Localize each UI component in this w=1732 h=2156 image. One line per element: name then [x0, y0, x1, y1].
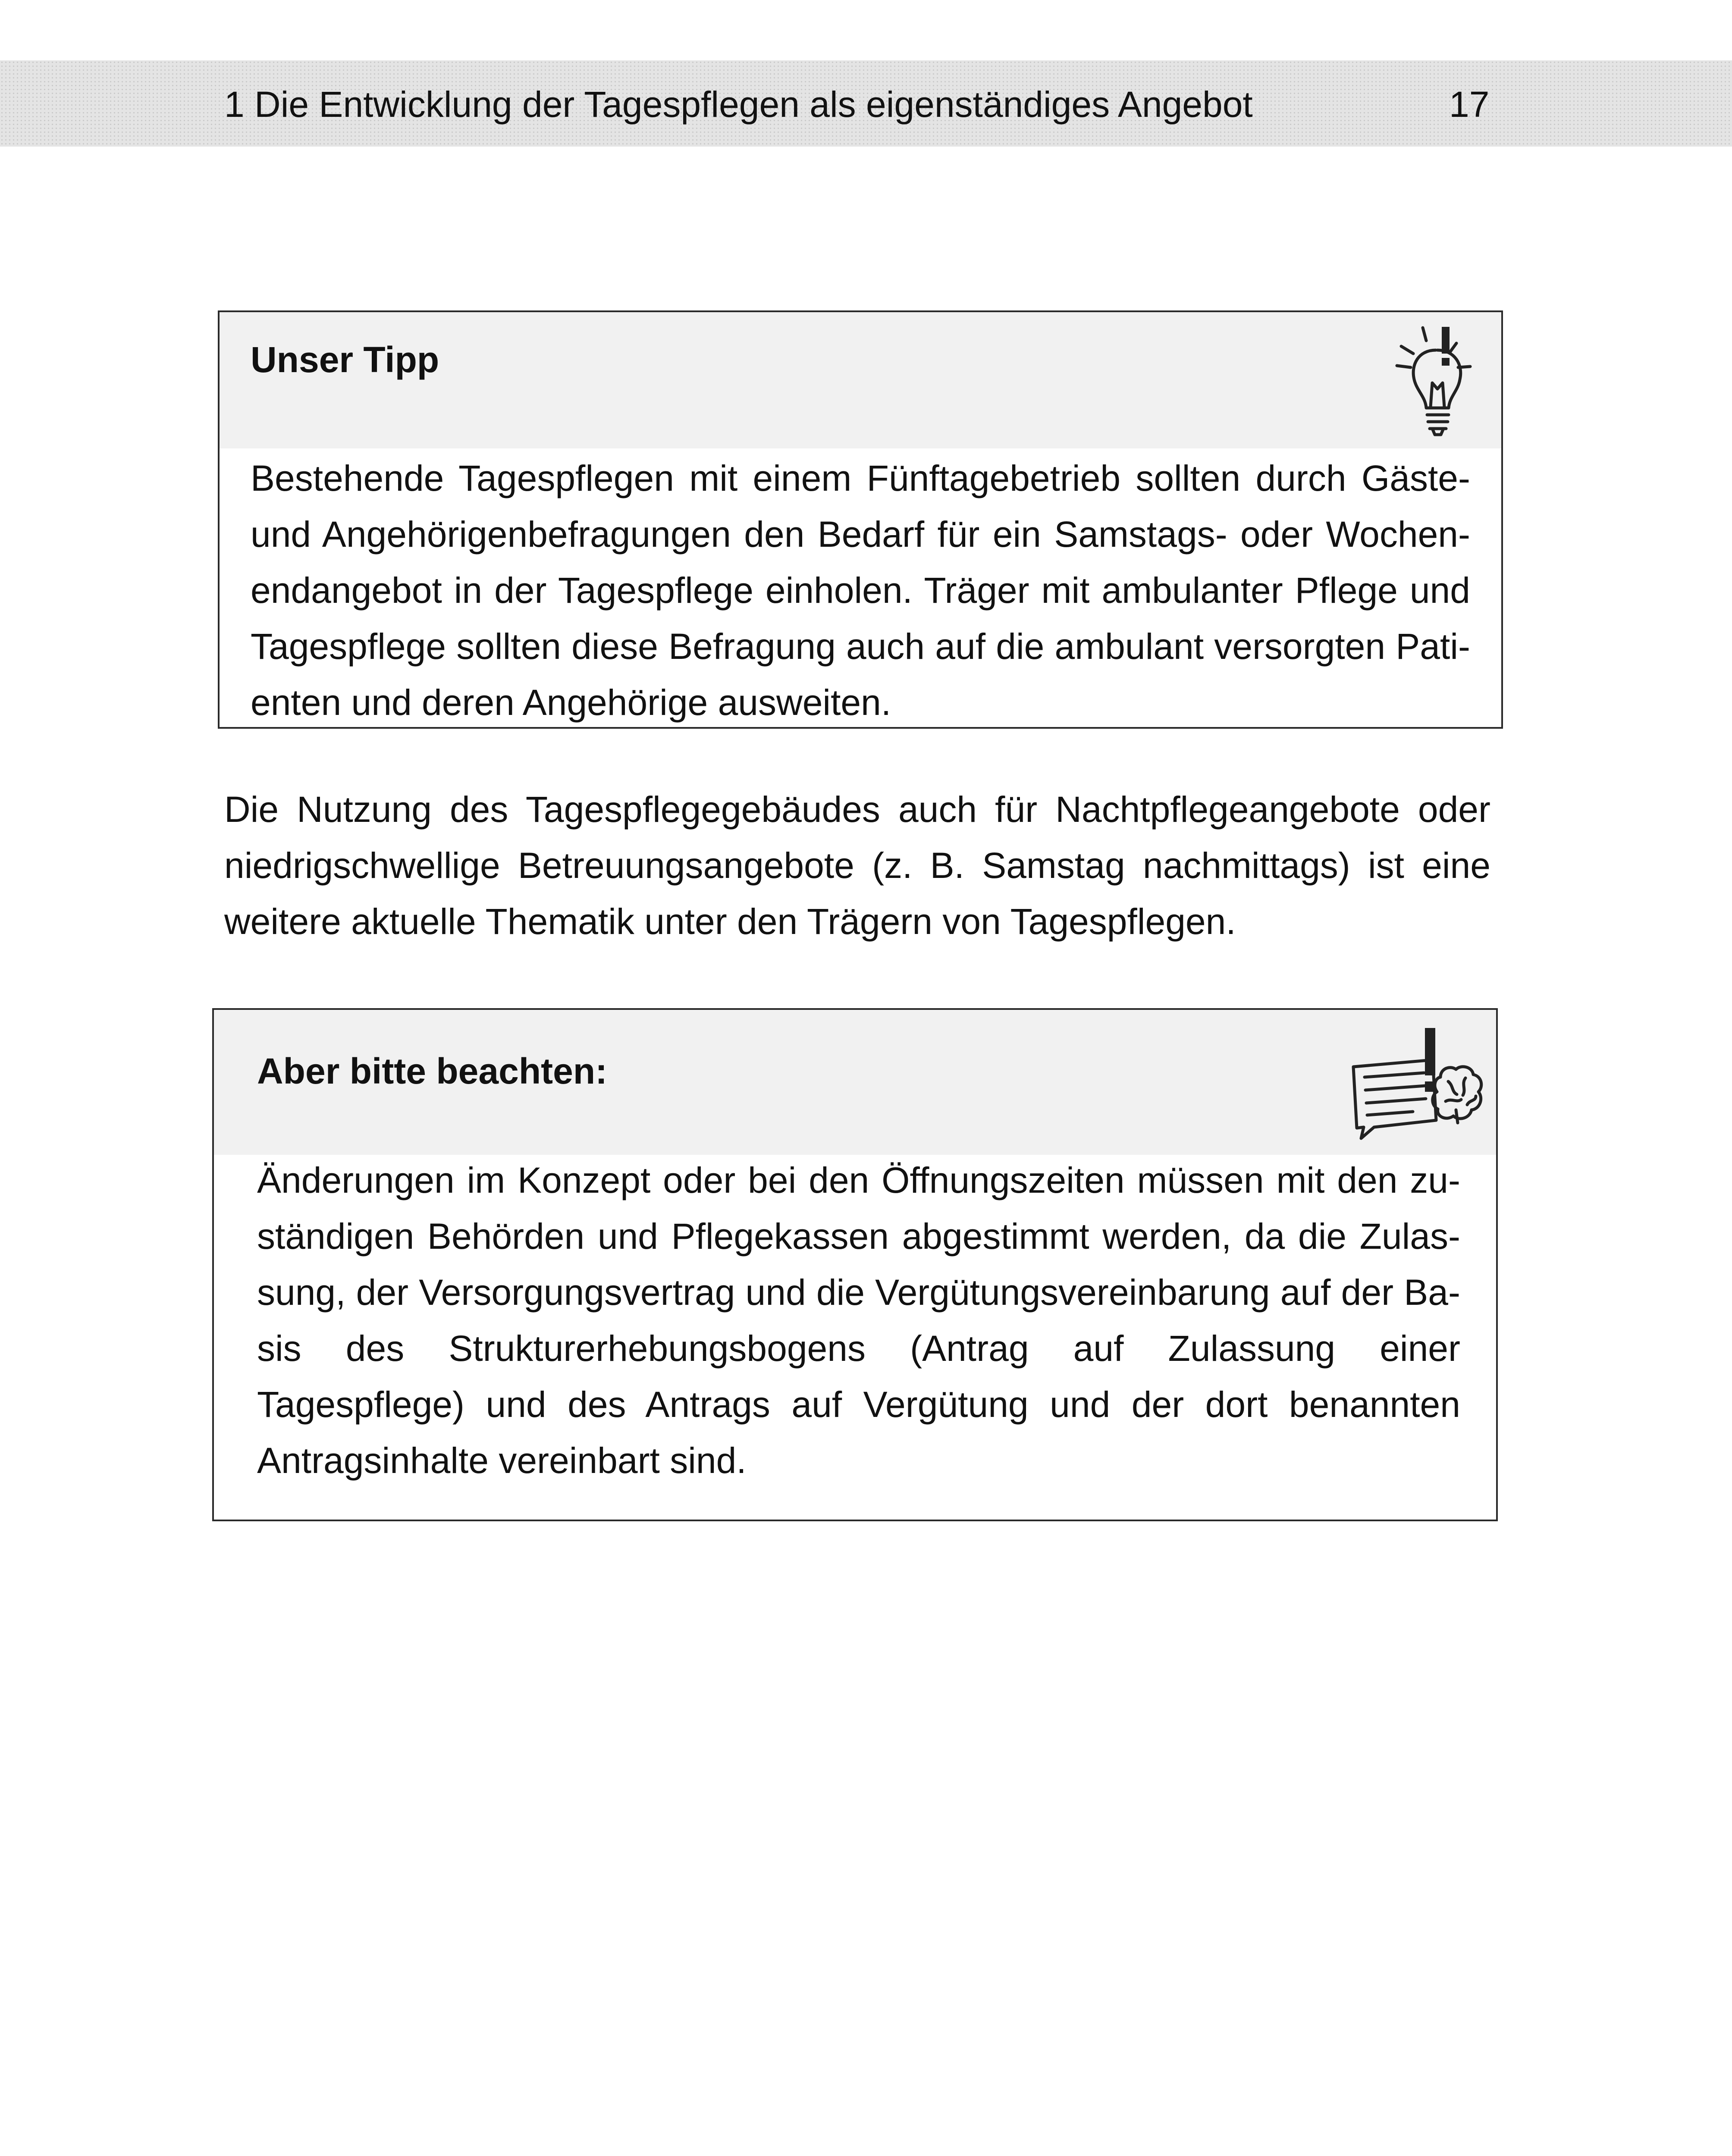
speech-bubble-brain-exclamation-icon — [1348, 1025, 1486, 1146]
page-number: 17 — [1449, 84, 1490, 125]
body-paragraph: Die Nutzung des Tagespflegegebäudes auch für Nachtpflegeangebote oder niedrigschwellige Betreuungsangebote (z. B. Samstag nachmittags) ist eine weitere aktuelle Thematik unter den Trägern von Tagespflegen. — [224, 789, 1490, 942]
tip-box-title: Unser Tipp — [251, 339, 439, 380]
tip-box-text: Bestehende Tagespflegen mit einem Fünftagebetrieb sollten durch Gäste- und Angehörigenbefragungen den Bedarf für ein Samstags- oder Wochenendangebot in der Tagespflege einholen. Träger mit ambulanter Pflege und Tagespflege sollten diese Befragung auch auf die ambulant versorgten Patienten und deren Angehörige ausweiten. — [251, 458, 1470, 723]
notice-box-text: Änderungen im Konzept oder bei den Öffnungszeiten müssen mit den zuständigen Behörden und Pflegekassen abgestimmt werden, da die Zulassung, der Versorgungsvertrag und die Vergütungsvereinbarung auf der Basis des Strukturerhebungsbogens (Antrag auf Zulassung einer Tagespflege) und des Antrags auf Vergütung und der dort benannten Antragsinhalte vereinbart sind. — [257, 1160, 1460, 1481]
running-title: 1 Die Entwicklung der Tagespflegen als eigenständiges Angebot — [224, 84, 1253, 125]
notice-box-title: Aber bitte beachten: — [257, 1051, 608, 1091]
notice-box — [212, 1008, 1498, 1521]
tip-box — [218, 310, 1503, 729]
lightbulb-exclamation-icon — [1384, 323, 1487, 439]
